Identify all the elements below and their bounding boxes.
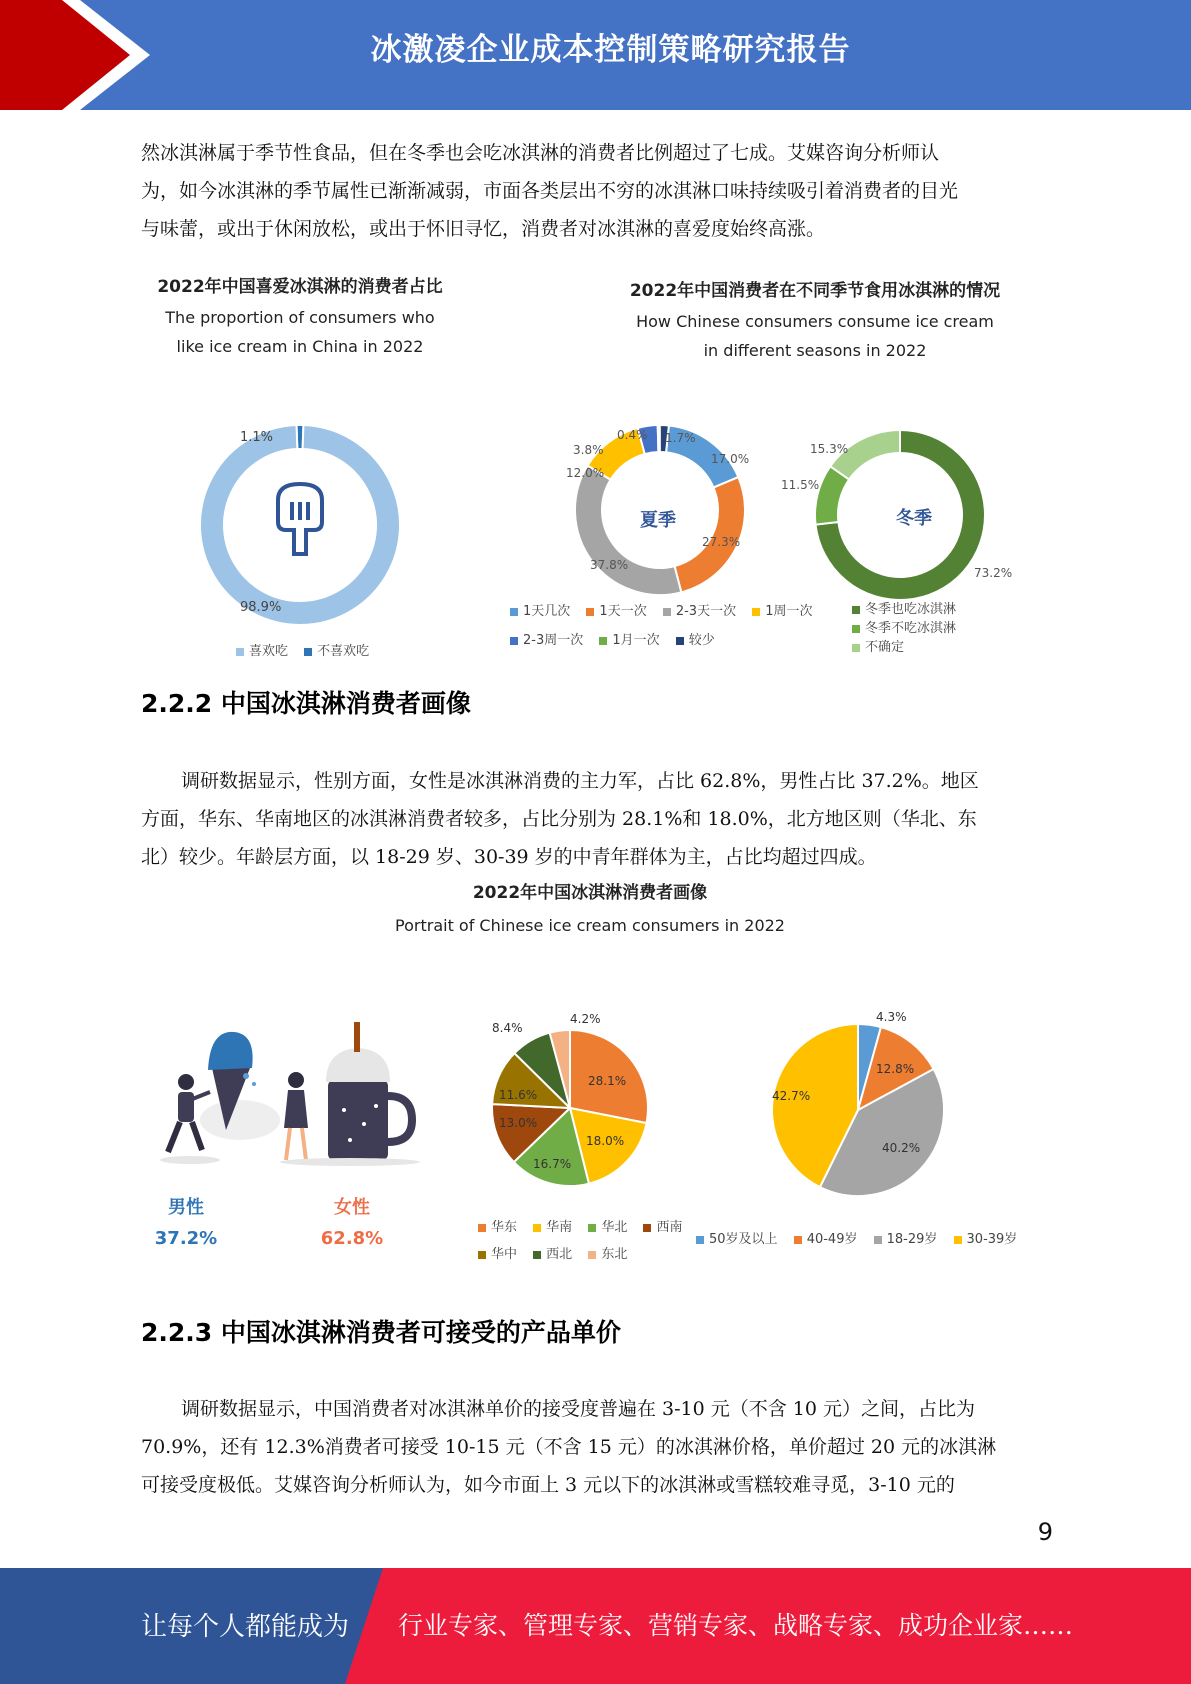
region-label-2: 18.0% <box>586 1134 625 1148</box>
legend-item: 冬季也吃冰淇淋 <box>852 600 956 619</box>
donut1-value-dislike: 1.1% <box>240 430 274 445</box>
legend-item: 1周一次 <box>752 600 812 619</box>
legend-item: 东北 <box>588 1241 627 1268</box>
legend-item: 不喜欢吃 <box>304 640 369 659</box>
section-2-2-3-paragraph <box>141 1390 1051 1504</box>
region-label-7: 4.2% <box>570 1012 601 1026</box>
legend-item: 华南 <box>533 1214 572 1241</box>
donut1-legend <box>236 640 381 659</box>
consumers-illustration <box>150 1020 440 1180</box>
s222-line-2: 方面，华东、华南地区的冰淇淋消费者较多，占比分别为 28.1%和 18.0%，北方地区则（华北、东 <box>141 808 977 830</box>
legend-item: 华东 <box>478 1214 517 1241</box>
legend-item: 1天几次 <box>510 600 570 619</box>
legend-item: 2-3天一次 <box>663 600 736 619</box>
region-label-5: 11.6% <box>499 1088 538 1102</box>
legend-item: 18-29岁 <box>874 1228 938 1247</box>
summer-label-12: 12.0% <box>566 466 605 480</box>
chart-2-subtitle-1: How Chinese consumers consume ice cream <box>636 312 994 331</box>
region-label-6: 8.4% <box>492 1021 523 1035</box>
age-pie-chart <box>770 1022 946 1198</box>
footer-slogan-right: 行业专家、管理专家、营销专家、战略专家、成功企业家…… <box>398 1611 1074 1640</box>
legend-item: 华北 <box>588 1214 627 1241</box>
winter-label-73: 73.2% <box>974 566 1013 580</box>
intro-line-3: 与味蕾，或出于休闲放松，或出于怀旧寻忆，消费者对冰淇淋的喜爱度始终高涨。 <box>141 218 826 240</box>
legend-item: 喜欢吃 <box>236 640 288 659</box>
donut1-value-like: 98.9% <box>240 600 282 615</box>
legend-item: 不确定 <box>852 638 956 657</box>
legend-item: 40-49岁 <box>794 1228 858 1247</box>
legend-item: 30-39岁 <box>954 1228 1018 1247</box>
portrait-subtitle: Portrait of Chinese ice cream consumers in 2022 <box>395 916 785 935</box>
chart-2-subtitle-2: in different seasons in 2022 <box>703 341 927 360</box>
section-heading-2-2-2: 2.2.2 中国冰淇淋消费者画像 <box>141 689 471 718</box>
summer-legend <box>510 600 830 648</box>
chart-2-title-block <box>585 276 1045 365</box>
age-legend <box>696 1228 1029 1247</box>
legend-item: 较少 <box>676 629 715 648</box>
s222-line-1: 调研数据显示，性别方面，女性是冰淇淋消费的主力军，占比 62.8%，男性占比 37.2%。地区 <box>181 770 979 792</box>
section-heading-2-2-3: 2.2.3 中国冰淇淋消费者可接受的产品单价 <box>141 1318 621 1347</box>
region-label-3: 16.7% <box>533 1157 572 1171</box>
summer-label-37: 37.8% <box>590 558 629 572</box>
s223-line-2: 70.9%，还有 12.3%消费者可接受 10-15 元（不含 15 元）的冰淇淋价格，单价超过 20 元的冰淇淋 <box>141 1436 997 1458</box>
age-label-2: 12.8% <box>876 1062 915 1076</box>
portrait-title-block <box>340 878 840 940</box>
age-label-3: 40.2% <box>882 1141 921 1155</box>
summer-center-label: 夏季 <box>640 510 676 531</box>
legend-item: 1天一次 <box>586 600 646 619</box>
male-label: 男性 <box>168 1197 204 1218</box>
chart-1-title-block <box>130 272 470 361</box>
s223-line-1: 调研数据显示，中国消费者对冰淇淋单价的接受度普遍在 3-10 元（不含 10 元）之间，占比为 <box>181 1398 976 1420</box>
winter-label-15: 15.3% <box>810 442 849 456</box>
summer-label-3-8: 3.8% <box>573 443 604 457</box>
portrait-title: 2022年中国冰淇淋消费者画像 <box>472 883 708 903</box>
female-label: 女性 <box>334 1197 370 1218</box>
chart-1-subtitle-1: The proportion of consumers who <box>165 308 435 327</box>
summer-label-27: 27.3% <box>702 535 741 549</box>
winter-legend <box>852 600 956 657</box>
chart-1-subtitle-2: like ice cream in China in 2022 <box>176 337 424 356</box>
age-label-1: 4.3% <box>876 1010 907 1024</box>
popsicle-icon <box>270 480 330 570</box>
s222-line-3: 北）较少。年龄层方面，以 18-29 岁、30-39 岁的中青年群体为主，占比均超过四成。 <box>141 846 877 868</box>
footer-slogan-left: 让每个人都能成为 <box>141 1612 350 1642</box>
legend-item: 冬季不吃冰淇淋 <box>852 619 956 638</box>
age-label-4: 42.7% <box>772 1089 811 1103</box>
summer-label-1-7: 1.7% <box>665 431 696 445</box>
legend-item: 西北 <box>533 1241 572 1268</box>
legend-item: 2-3周一次 <box>510 629 583 648</box>
region-label-4: 13.0% <box>499 1116 538 1130</box>
legend-item: 50岁及以上 <box>696 1228 778 1247</box>
winter-center-label: 冬季 <box>896 508 932 529</box>
summer-label-17: 17.0% <box>711 452 750 466</box>
legend-item: 华中 <box>478 1241 517 1268</box>
intro-paragraph <box>141 134 1051 248</box>
female-value: 62.8% <box>320 1228 384 1249</box>
summer-label-0-4: 0.4% <box>617 428 648 442</box>
region-legend <box>478 1214 698 1268</box>
region-label-1: 28.1% <box>588 1074 627 1088</box>
s223-line-3: 可接受度极低。艾媒咨询分析师认为，如今市面上 3 元以下的冰淇淋或雪糕较难寻觅，3-10 元的 <box>141 1474 955 1496</box>
legend-item: 1月一次 <box>599 629 659 648</box>
male-value: 37.2% <box>154 1228 218 1249</box>
page-number: 9 <box>1037 1518 1053 1546</box>
section-2-2-2-paragraph <box>141 762 1051 876</box>
intro-line-2: 为，如今冰淇淋的季节属性已渐渐减弱，市面各类层出不穷的冰淇淋口味持续吸引着消费者的目光 <box>141 180 959 202</box>
chart-2-title: 2022年中国消费者在不同季节食用冰淇淋的情况 <box>629 281 1001 301</box>
intro-line-1: 然冰淇淋属于季节性食品，但在冬季也会吃冰淇淋的消费者比例超过了七成。艾媒咨询分析师认 <box>141 142 940 164</box>
header-title: 冰激凌企业成本控制策略研究报告 <box>370 32 851 68</box>
legend-item: 西南 <box>643 1214 682 1241</box>
chart-1-title: 2022年中国喜爱冰淇淋的消费者占比 <box>157 277 443 297</box>
winter-label-11: 11.5% <box>781 478 820 492</box>
